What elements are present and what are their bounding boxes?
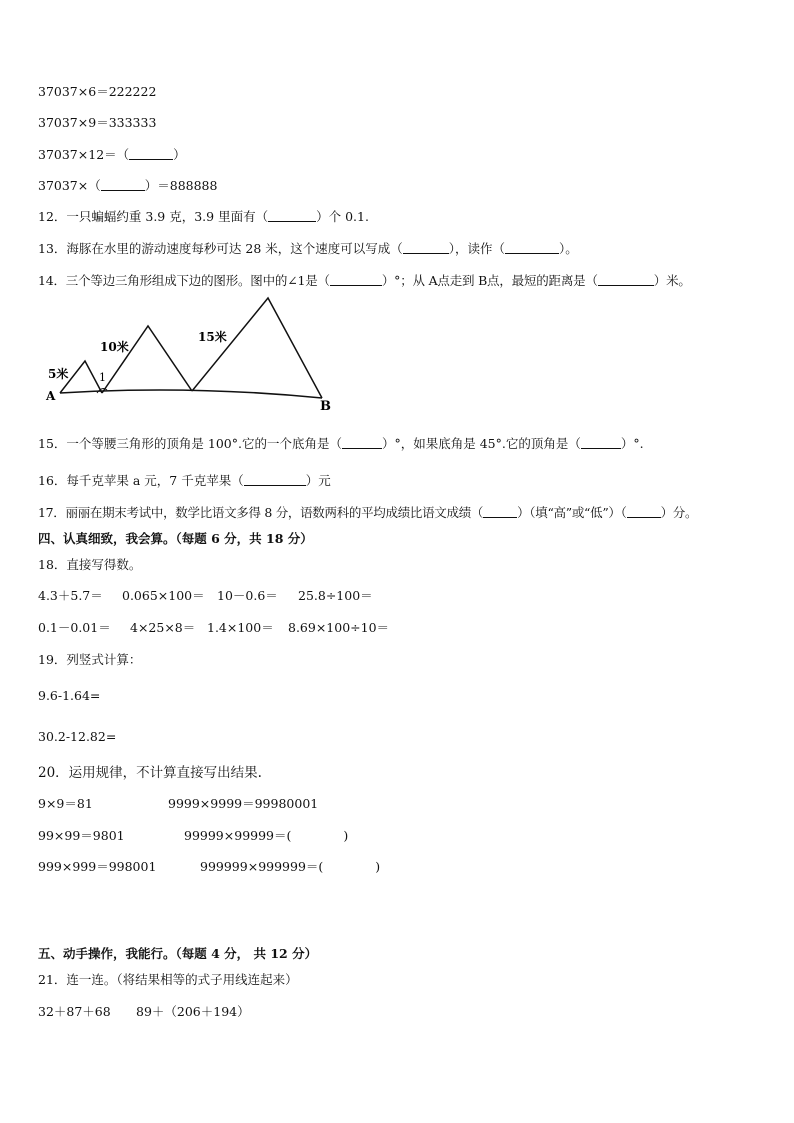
- q18-item: 4×25×8＝: [130, 620, 196, 635]
- answer-blank[interactable]: [330, 273, 382, 286]
- q11-line-3: 37037×12＝（ ）: [38, 147, 186, 162]
- q20-left: 9×9＝81: [38, 796, 93, 811]
- answer-blank[interactable]: [129, 147, 173, 160]
- question-13: 13．海豚在水里的游动速度每秒可达 28 米，这个速度可以写成（ ），读作（ ）。: [38, 241, 578, 256]
- q20-right: 999999×999999＝( ): [200, 859, 381, 874]
- label-5m: 5米: [48, 367, 69, 381]
- large-triangle: [192, 298, 322, 398]
- q18-item: 0.1－0.01＝: [38, 620, 111, 635]
- question-12: 12．一只蝙蝠约重 3.9 克，3.9 里面有（ ）个 0.1.: [38, 209, 369, 224]
- answer-blank[interactable]: [101, 178, 145, 191]
- q20-right: 99999×99999＝( ): [184, 828, 349, 843]
- question-16: 16．每千克苹果 a 元，7 千克苹果（ ）元: [38, 473, 331, 488]
- section-5-heading: 五、动手操作，我能行。（每题 4 分， 共 12 分）: [38, 946, 318, 961]
- question-15: 15．一个等腰三角形的顶角是 100°.它的一个底角是（ ）°，如果底角是 45°.它的顶角是（ ）°.: [38, 436, 644, 451]
- q19-expression: 9.6-1.64=: [38, 688, 101, 703]
- q11-line-4: 37037×（ ）＝888888: [38, 178, 218, 193]
- label-B: B: [320, 399, 331, 413]
- label-A: A: [46, 389, 56, 403]
- q18-item: 10－0.6＝: [217, 588, 278, 603]
- answer-blank[interactable]: [483, 505, 517, 518]
- q18-item: 25.8÷100＝: [298, 588, 373, 603]
- q18-item: 0.065×100＝: [122, 588, 205, 603]
- triangles-figure: [40, 293, 340, 413]
- q18-item: 1.4×100＝: [207, 620, 274, 635]
- q21-expression-b: 89＋（206＋194）: [136, 1004, 250, 1019]
- answer-blank[interactable]: [581, 436, 621, 449]
- q11-line-1: 37037×6＝222222: [38, 84, 157, 99]
- q20-right: 9999×9999＝99980001: [168, 796, 319, 811]
- question-19-title: 19．列竖式计算：: [38, 652, 142, 667]
- question-20-title: 20．运用规律，不计算直接写出结果.: [38, 765, 262, 781]
- q18-item: 4.3＋5.7＝: [38, 588, 103, 603]
- label-15m: 15米: [198, 330, 227, 344]
- answer-blank[interactable]: [403, 241, 449, 254]
- question-21-title: 21．连一连。（将结果相等的式子用线连起来）: [38, 972, 298, 987]
- question-14: 14．三个等边三角形组成下边的图形。图中的∠1是（ ）°；从 A点走到 B点，最短的距离是（ ）米。: [38, 273, 691, 288]
- q20-left: 999×999＝998001: [38, 859, 157, 874]
- question-17: 17．丽丽在期末考试中，数学比语文多得 8 分，语数两科的平均成绩比语文成绩（ ）（填“高”或“低”）（ ）分。: [38, 505, 698, 520]
- question-18-title: 18．直接写得数。: [38, 557, 142, 572]
- baseline-arc: [60, 390, 322, 398]
- answer-blank[interactable]: [342, 436, 382, 449]
- label-10m: 10米: [100, 340, 129, 354]
- medium-triangle: [102, 326, 192, 393]
- q18-item: 8.69×100÷10＝: [288, 620, 390, 635]
- q20-left: 99×99＝9801: [38, 828, 125, 843]
- q21-expression-a: 32＋87＋68: [38, 1004, 111, 1019]
- q19-expression: 30.2-12.82=: [38, 729, 117, 744]
- answer-blank[interactable]: [505, 241, 559, 254]
- answer-blank[interactable]: [598, 273, 654, 286]
- q11-line-2: 37037×9＝333333: [38, 115, 157, 130]
- label-angle-1: 1: [99, 371, 106, 384]
- section-4-heading: 四、认真细致，我会算。（每题 6 分，共 18 分）: [38, 531, 313, 546]
- answer-blank[interactable]: [627, 505, 661, 518]
- answer-blank[interactable]: [268, 209, 316, 222]
- answer-blank[interactable]: [244, 473, 306, 486]
